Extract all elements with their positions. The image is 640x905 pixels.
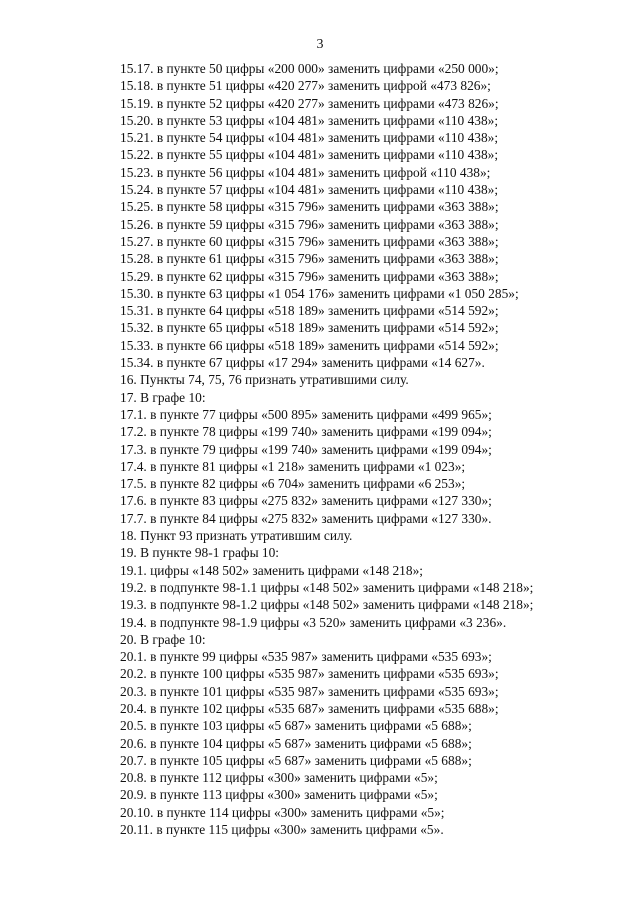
document-line: 17. В графе 10: <box>120 389 206 405</box>
document-line: 20.9. в пункте 113 цифры «300» заменить цифрами «5»; <box>120 787 438 803</box>
document-line: 15.28. в пункте 61 цифры «315 796» заменить цифрами «363 388»; <box>120 251 499 267</box>
document-line: 20. В графе 10: <box>120 631 206 647</box>
document-body <box>120 60 610 838</box>
document-line: 19.4. в подпункте 98-1.9 цифры «3 520» заменить цифрами «3 236». <box>120 614 507 630</box>
document-line: 15.33. в пункте 66 цифры «518 189» заменить цифрами «514 592»; <box>120 337 499 353</box>
document-line: 20.1. в пункте 99 цифры «535 987» заменить цифрами «535 693»; <box>120 649 492 665</box>
document-line: 17.2. в пункте 78 цифры «199 740» заменить цифрами «199 094»; <box>120 424 492 440</box>
document-line: 15.22. в пункте 55 цифры «104 481» заменить цифрами «110 438»; <box>120 147 499 163</box>
document-line: 15.34. в пункте 67 цифры «17 294» заменить цифрами «14 627». <box>120 355 485 371</box>
document-line: 15.21. в пункте 54 цифры «104 481» заменить цифрами «110 438»; <box>120 130 499 146</box>
document-line: 17.1. в пункте 77 цифры «500 895» заменить цифрами «499 965»; <box>120 406 492 422</box>
document-line: 15.31. в пункте 64 цифры «518 189» заменить цифрами «514 592»; <box>120 303 499 319</box>
document-line: 17.7. в пункте 84 цифры «275 832» заменить цифрами «127 330». <box>120 510 492 526</box>
document-line: 20.8. в пункте 112 цифры «300» заменить цифрами «5»; <box>120 770 438 786</box>
document-line: 20.6. в пункте 104 цифры «5 687» заменить цифрами «5 688»; <box>120 735 472 751</box>
document-line: 20.2. в пункте 100 цифры «535 987» заменить цифрами «535 693»; <box>120 666 499 682</box>
document-line: 17.3. в пункте 79 цифры «199 740» заменить цифрами «199 094»; <box>120 441 492 457</box>
document-line: 15.27. в пункте 60 цифры «315 796» заменить цифрами «363 388»; <box>120 233 499 249</box>
document-line: 19.1. цифры «148 502» заменить цифрами «148 218»; <box>120 562 423 578</box>
document-line: 20.3. в пункте 101 цифры «535 987» заменить цифрами «535 693»; <box>120 683 499 699</box>
document-line: 20.10. в пункте 114 цифры «300» заменить цифрами «5»; <box>120 804 445 820</box>
document-line: 15.29. в пункте 62 цифры «315 796» заменить цифрами «363 388»; <box>120 268 499 284</box>
document-line: 19.2. в подпункте 98-1.1 цифры «148 502» заменить цифрами «148 218»; <box>120 579 534 595</box>
document-line: 15.18. в пункте 51 цифры «420 277» заменить цифрой «473 826»; <box>120 78 491 94</box>
page-number: 3 <box>316 37 324 52</box>
document-line: 20.4. в пункте 102 цифры «535 687» заменить цифрами «535 688»; <box>120 700 499 716</box>
document-line: 15.17. в пункте 50 цифры «200 000» заменить цифрами «250 000»; <box>120 61 499 76</box>
document-line: 15.19. в пункте 52 цифры «420 277» заменить цифрами «473 826»; <box>120 95 499 111</box>
document-line: 19.3. в подпункте 98-1.2 цифры «148 502» заменить цифрами «148 218»; <box>120 597 534 613</box>
document-line: 15.24. в пункте 57 цифры «104 481» заменить цифрами «110 438»; <box>120 182 499 198</box>
document-line: 19. В пункте 98-1 графы 10: <box>120 545 280 561</box>
document-line: 16. Пункты 74, 75, 76 признать утратившими силу. <box>120 372 409 388</box>
document-line: 15.20. в пункте 53 цифры «104 481» заменить цифрами «110 438»; <box>120 112 499 128</box>
document-line: 17.4. в пункте 81 цифры «1 218» заменить цифрами «1 023»; <box>120 458 466 474</box>
document-line: 20.11. в пункте 115 цифры «300» заменить цифрами «5». <box>120 822 444 838</box>
document-line: 17.6. в пункте 83 цифры «275 832» заменить цифрами «127 330»; <box>120 493 492 509</box>
document-line: 15.23. в пункте 56 цифры «104 481» заменить цифрой «110 438»; <box>120 164 491 180</box>
document-line: 17.5. в пункте 82 цифры «6 704» заменить цифрами «6 253»; <box>120 476 466 492</box>
document-line: 20.5. в пункте 103 цифры «5 687» заменить цифрами «5 688»; <box>120 718 472 734</box>
document-line: 15.30. в пункте 63 цифры «1 054 176» заменить цифрами «1 050 285»; <box>120 285 519 301</box>
document-line: 18. Пункт 93 признать утратившим силу. <box>120 528 353 544</box>
document-line: 20.7. в пункте 105 цифры «5 687» заменить цифрами «5 688»; <box>120 752 472 768</box>
document-line: 15.25. в пункте 58 цифры «315 796» заменить цифрами «363 388»; <box>120 199 499 215</box>
document-line: 15.26. в пункте 59 цифры «315 796» заменить цифрами «363 388»; <box>120 216 499 232</box>
document-line: 15.32. в пункте 65 цифры «518 189» заменить цифрами «514 592»; <box>120 320 499 336</box>
